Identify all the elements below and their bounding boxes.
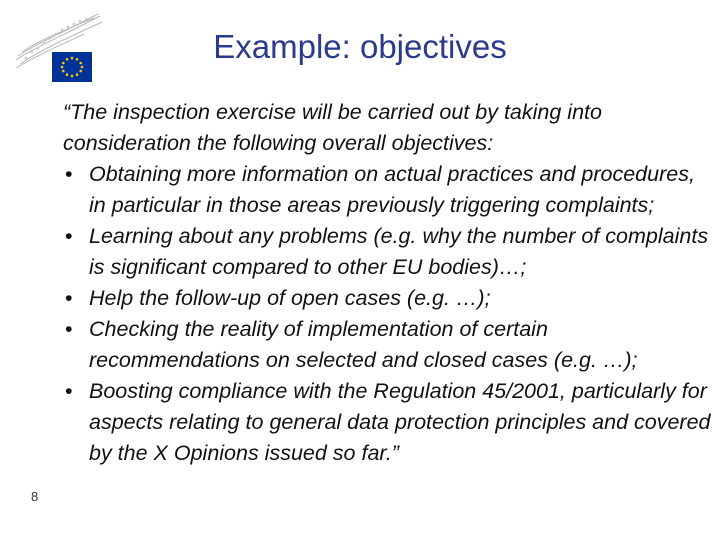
slide-title: Example: objectives: [213, 28, 507, 65]
bullet-icon: •: [65, 162, 73, 186]
list-item: • Obtaining more information on actual practices and procedures, in particular in those areas previously triggering complaints;: [63, 159, 713, 221]
bullet-icon: •: [65, 317, 73, 341]
bullet-icon: •: [65, 224, 73, 248]
bullet-icon: •: [65, 286, 73, 310]
objectives-list: [63, 159, 713, 469]
list-item: • Help the follow-up of open cases (e.g. …);: [63, 283, 713, 314]
slide-number: 8: [31, 489, 39, 504]
bullet-icon: •: [65, 379, 73, 403]
list-item: • Checking the reality of implementation of certain recommendations on selected and closed cases (e.g. …);: [63, 314, 713, 376]
list-item: • Boosting compliance with the Regulation 45/2001, particularly for aspects relating to general data protection principles and covered by the X Opinions issued so far.”: [63, 376, 713, 469]
slide-body: [63, 97, 713, 469]
list-item: • Learning about any problems (e.g. why the number of complaints is significant compared to other EU bodies)…;: [63, 221, 713, 283]
intro-text: “The inspection exercise will be carried out by taking into consideration the following overall objectives:: [63, 100, 602, 155]
